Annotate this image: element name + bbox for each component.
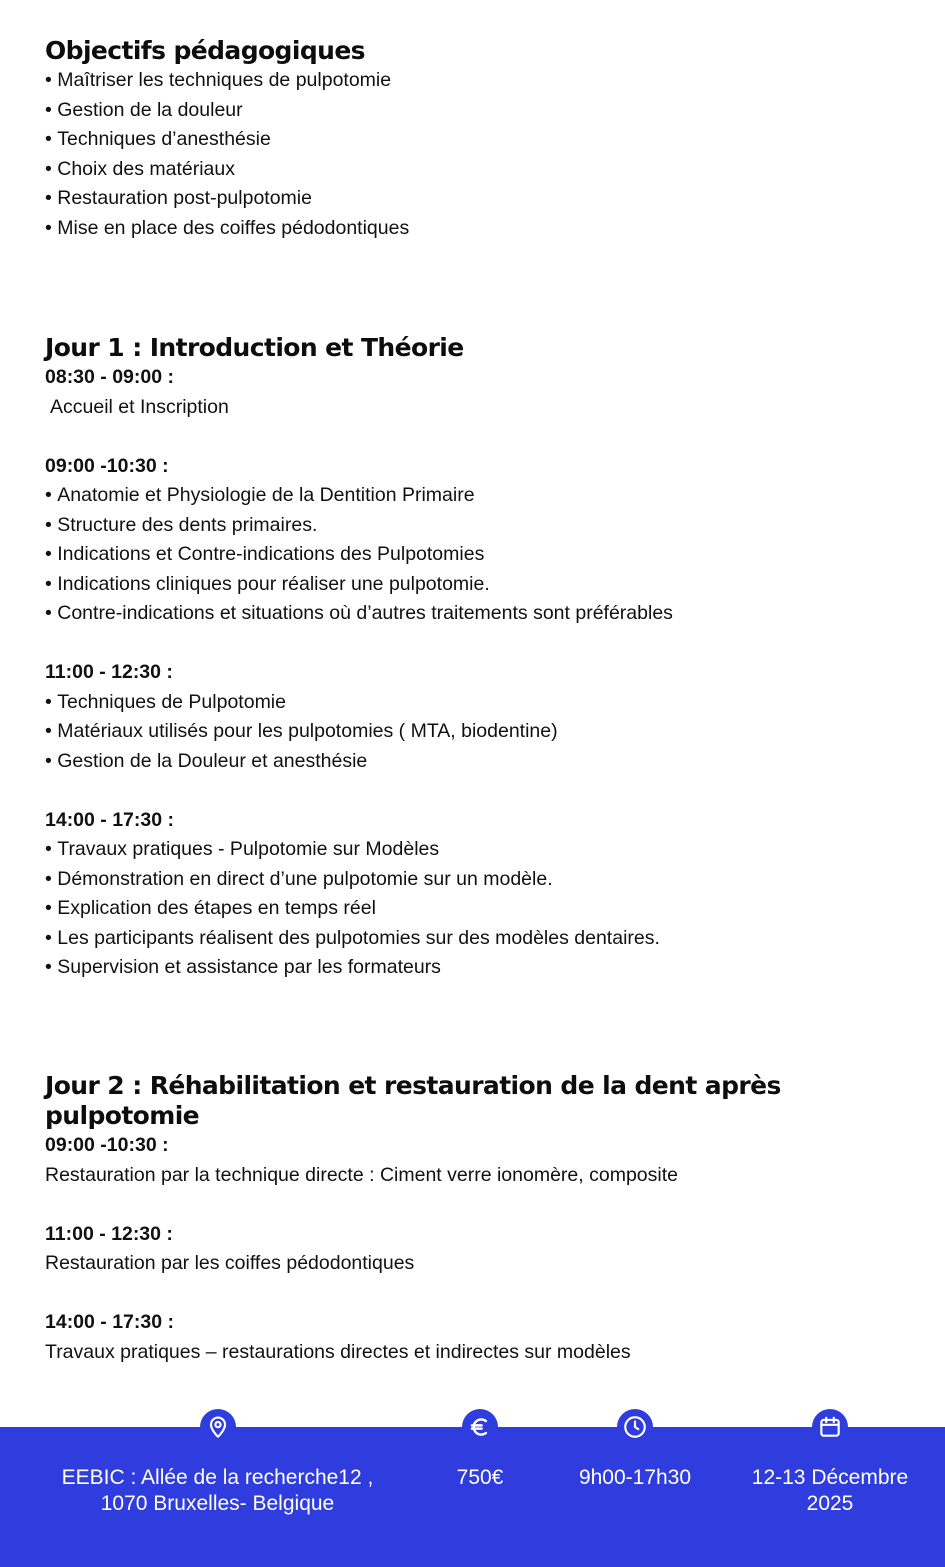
list-item: • Techniques de Pulpotomie — [45, 688, 925, 718]
calendar-icon — [812, 1409, 848, 1445]
slot-text: Travaux pratiques – restaurations directes et indirectes sur modèles — [45, 1340, 631, 1363]
location-pin-icon — [200, 1409, 236, 1445]
slot-text: Restauration par la technique directe : Ciment verre ionomère, composite — [45, 1163, 678, 1186]
list-item: • Gestion de la douleur — [45, 96, 925, 126]
list-item: • Démonstration en direct d’une pulpotomie sur un modèle. — [45, 865, 925, 895]
price-text: 750€ — [456, 1466, 504, 1489]
address-text — [40, 1465, 395, 1517]
list-item: • Indications cliniques pour réaliser une pulpotomie. — [45, 570, 925, 600]
objectifs-section — [45, 36, 925, 243]
list-item: • Anatomie et Physiologie de la Dentition Primaire — [45, 481, 925, 511]
slot-text: Restauration par les coiffes pédodontiques — [45, 1252, 415, 1274]
list-item: • Choix des matériaux — [45, 155, 925, 185]
jour2-section — [45, 1071, 925, 1367]
address-line-1: EEBIC : Allée de la recherche12 , — [61, 1466, 374, 1489]
clock-icon — [617, 1409, 653, 1445]
time-slot: 09:00 -10:30 : — [45, 1134, 169, 1156]
date-info — [730, 1427, 930, 1517]
price-info — [440, 1427, 520, 1491]
spacer — [45, 422, 925, 452]
jour1-title: Jour 1 : Introduction et Théorie — [45, 333, 464, 362]
info-footer — [0, 1427, 945, 1567]
list-item: • Les participants réalisent des pulpotomies sur des modèles dentaires. — [45, 924, 925, 954]
time-slot: 09:00 -10:30 : — [45, 454, 169, 477]
slot-list — [45, 835, 925, 983]
list-item: • Supervision et assistance par les formateurs — [45, 953, 925, 983]
objectifs-list — [45, 66, 925, 243]
spacer — [45, 1279, 925, 1309]
slot-list — [45, 688, 925, 777]
date-text — [730, 1465, 930, 1517]
jour1-section — [45, 333, 925, 983]
time-slot: 11:00 - 12:30 : — [45, 661, 173, 683]
list-item: • Travaux pratiques - Pulpotomie sur Modèles — [45, 835, 925, 865]
list-item: • Gestion de la Douleur et anesthésie — [45, 747, 925, 777]
slot-text: Accueil et Inscription — [50, 395, 229, 418]
spacer — [45, 776, 925, 806]
date-line-1: 12-13 Décembre — [751, 1466, 909, 1489]
time-slot: 14:00 - 17:30 : — [45, 1311, 174, 1333]
list-item: • Indications et Contre-indications des Pulpotomies — [45, 540, 925, 570]
date-line-2: 2025 — [806, 1492, 854, 1515]
time-slot: 08:30 - 09:00 : — [45, 366, 174, 388]
list-item: • Restauration post-pulpotomie — [45, 184, 925, 214]
address-info — [40, 1427, 395, 1517]
time-slot: 14:00 - 17:30 : — [45, 808, 174, 831]
euro-icon — [462, 1409, 498, 1445]
list-item: • Maîtriser les techniques de pulpotomie — [45, 66, 925, 96]
spacer — [45, 629, 925, 659]
objectifs-title: Objectifs pédagogiques — [45, 36, 365, 65]
jour2-title: Jour 2 : Réhabilitation et restauration de la dent après pulpotomie — [45, 1071, 781, 1130]
hours-info — [560, 1427, 710, 1491]
list-item: • Explication des étapes en temps réel — [45, 894, 925, 924]
list-item: • Mise en place des coiffes pédodontiques — [45, 214, 925, 244]
spacer — [45, 1190, 925, 1220]
slot-list — [45, 481, 925, 629]
list-item: • Techniques d’anesthésie — [45, 125, 925, 155]
time-slot: 11:00 - 12:30 : — [45, 1222, 173, 1245]
list-item: • Contre-indications et situations où d’autres traitements sont préférables — [45, 599, 925, 629]
list-item: • Structure des dents primaires. — [45, 511, 925, 541]
hours-text: 9h00-17h30 — [578, 1466, 692, 1489]
list-item: • Matériaux utilisés pour les pulpotomies ( MTA, biodentine) — [45, 717, 925, 747]
address-line-2: 1070 Bruxelles- Belgique — [100, 1492, 335, 1515]
